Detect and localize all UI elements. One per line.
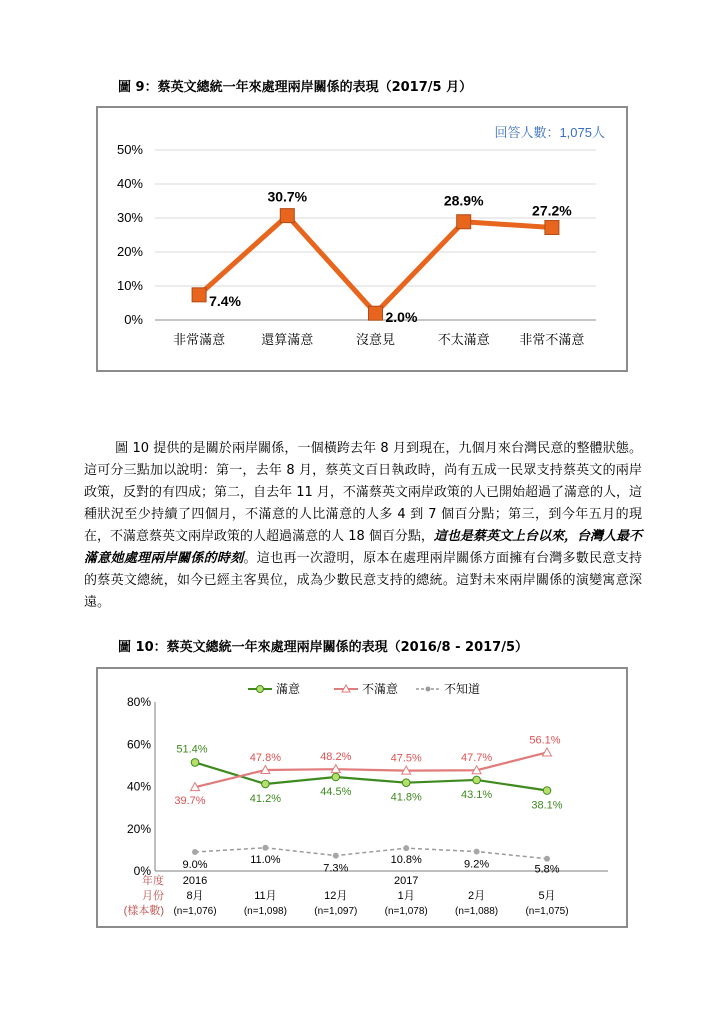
data-label: 47.7% — [460, 752, 493, 765]
data-label: 27.2% — [532, 202, 572, 219]
figure-9-chart — [96, 106, 628, 372]
data-label: 7.3% — [323, 862, 349, 875]
figure-10-chart — [96, 667, 628, 928]
data-label: 2.0% — [385, 309, 418, 326]
data-label: 47.8% — [249, 752, 282, 765]
data-label: 11.0% — [250, 853, 281, 866]
data-label: 47.5% — [390, 752, 422, 765]
y-tick-label: 20% — [116, 244, 143, 259]
x-sample-label: (n=1,097) — [314, 906, 358, 917]
y-tick-label: 40% — [116, 176, 143, 191]
data-label: 9.0% — [182, 858, 208, 871]
legend-label: 不知道 — [444, 682, 481, 696]
data-label: 9.2% — [464, 858, 490, 871]
data-point — [262, 780, 270, 788]
paragraph-text-end: 。這也再一次證明，原本在處理兩岸關係方面擁有台灣多數民意支持的蔡英文總統，如今已經主客異位，成為少數民意支持的總統。這對未來兩岸關係的演變寓意深遠。 — [84, 551, 642, 610]
x-year-label: 2017 — [393, 875, 419, 887]
figure-9-title: 圖 9：蔡英文總統一年來處理兩岸關係的表現（2017/5 月） — [118, 80, 473, 95]
figure-10-title: 圖 10：蔡英文總統一年來處理兩岸關係的表現（2016/8 - 2017/5） — [118, 640, 529, 655]
data-label: 30.7% — [267, 188, 308, 205]
x-header-label: (樣本數) — [123, 905, 164, 917]
data-label: 39.7% — [174, 795, 206, 808]
data-point — [474, 849, 480, 855]
x-sample-label: (n=1,098) — [243, 906, 287, 917]
x-tick-label: 11月 — [254, 890, 277, 902]
data-point — [403, 845, 409, 851]
data-point — [544, 856, 550, 862]
x-tick-label: 12月 — [324, 890, 348, 902]
data-label: 38.1% — [531, 799, 563, 812]
x-tick-label: 非常不滿意 — [519, 332, 585, 347]
figure-9-plot — [98, 108, 626, 370]
data-point — [332, 773, 340, 781]
data-point — [191, 759, 199, 767]
x-sample-label: (n=1,076) — [173, 906, 217, 917]
x-sample-label: (n=1,075) — [525, 906, 569, 917]
legend-marker — [257, 686, 264, 693]
figure-10-plot — [98, 669, 626, 926]
legend-marker — [426, 687, 431, 692]
data-label: 41.8% — [390, 791, 422, 804]
data-point — [545, 221, 559, 235]
x-tick-label: 8月 — [186, 890, 204, 902]
respondent-count: 回答人數：1,075人 — [494, 125, 605, 140]
x-tick-label: 5月 — [538, 890, 556, 902]
legend-label: 不滿意 — [362, 682, 399, 696]
x-sample-label: (n=1,078) — [384, 906, 428, 917]
y-tick-label: 0% — [124, 312, 143, 327]
data-label: 10.8% — [390, 854, 422, 867]
data-label: 41.2% — [249, 792, 282, 805]
data-point — [192, 849, 198, 855]
data-label: 44.5% — [320, 785, 352, 798]
x-sample-label: (n=1,088) — [455, 906, 499, 917]
x-tick-label: 不太滿意 — [437, 332, 490, 347]
x-tick-label: 非常滿意 — [173, 332, 226, 347]
y-tick-label: 80% — [126, 695, 151, 709]
x-header-label: 月份 — [142, 890, 164, 902]
data-point — [473, 776, 481, 784]
data-point — [262, 845, 268, 851]
data-point — [402, 779, 410, 787]
data-label: 28.9% — [443, 192, 484, 209]
paragraph-text: 圖 10 提供的是關於兩岸關係，一個橫跨去年 8 月到現在，九個月來台灣民意的整體狀態。這可分三點加以說明：第一，去年 8 月，蔡英文百日執政時，尚有五成一民眾支持蔡英文的兩岸政策，反對的有四成；第二，自去年 11 月，不滿蔡英文兩岸政策的人已開始超過了滿意的人，這種狀況至少持續了四個月，不滿意的人比滿意的人多 4 到 7 個百分點；第三，到今年五月的現在，不滿意蔡英文兩岸政策的人超過滿意的人 18 個百分點， — [84, 441, 642, 544]
x-header-label: 年度 — [142, 875, 164, 887]
data-point — [457, 215, 471, 229]
y-tick-label: 20% — [126, 821, 151, 836]
data-point — [543, 787, 551, 795]
data-point — [333, 853, 339, 859]
x-tick-label: 2月 — [468, 890, 486, 902]
data-label: 43.1% — [460, 788, 493, 801]
data-label: 7.4% — [209, 292, 242, 309]
x-year-label: 2016 — [182, 875, 208, 887]
data-label: 56.1% — [529, 734, 561, 747]
y-tick-label: 50% — [116, 142, 143, 157]
x-tick-label: 1月 — [397, 890, 415, 902]
data-label: 48.2% — [320, 751, 352, 764]
y-tick-label: 30% — [116, 210, 143, 225]
x-tick-label: 沒意見 — [355, 332, 396, 347]
y-tick-label: 0% — [133, 864, 151, 878]
analysis-paragraph — [84, 438, 642, 614]
data-label: 5.8% — [534, 863, 560, 876]
series-line — [195, 848, 547, 859]
data-point — [543, 748, 552, 756]
series-line — [199, 216, 552, 314]
data-label: 51.4% — [176, 743, 208, 756]
x-tick-label: 還算滿意 — [261, 332, 314, 347]
data-point — [369, 306, 383, 320]
y-tick-label: 40% — [126, 779, 151, 794]
data-point — [280, 209, 294, 223]
data-point — [192, 288, 206, 302]
y-tick-label: 10% — [116, 278, 143, 293]
paragraph-emphasis: 這也是蔡英文上台以來，台灣人最不滿意她處理兩岸關係的時刻 — [84, 529, 642, 566]
y-tick-label: 60% — [126, 737, 151, 752]
legend-label: 滿意 — [276, 682, 301, 696]
